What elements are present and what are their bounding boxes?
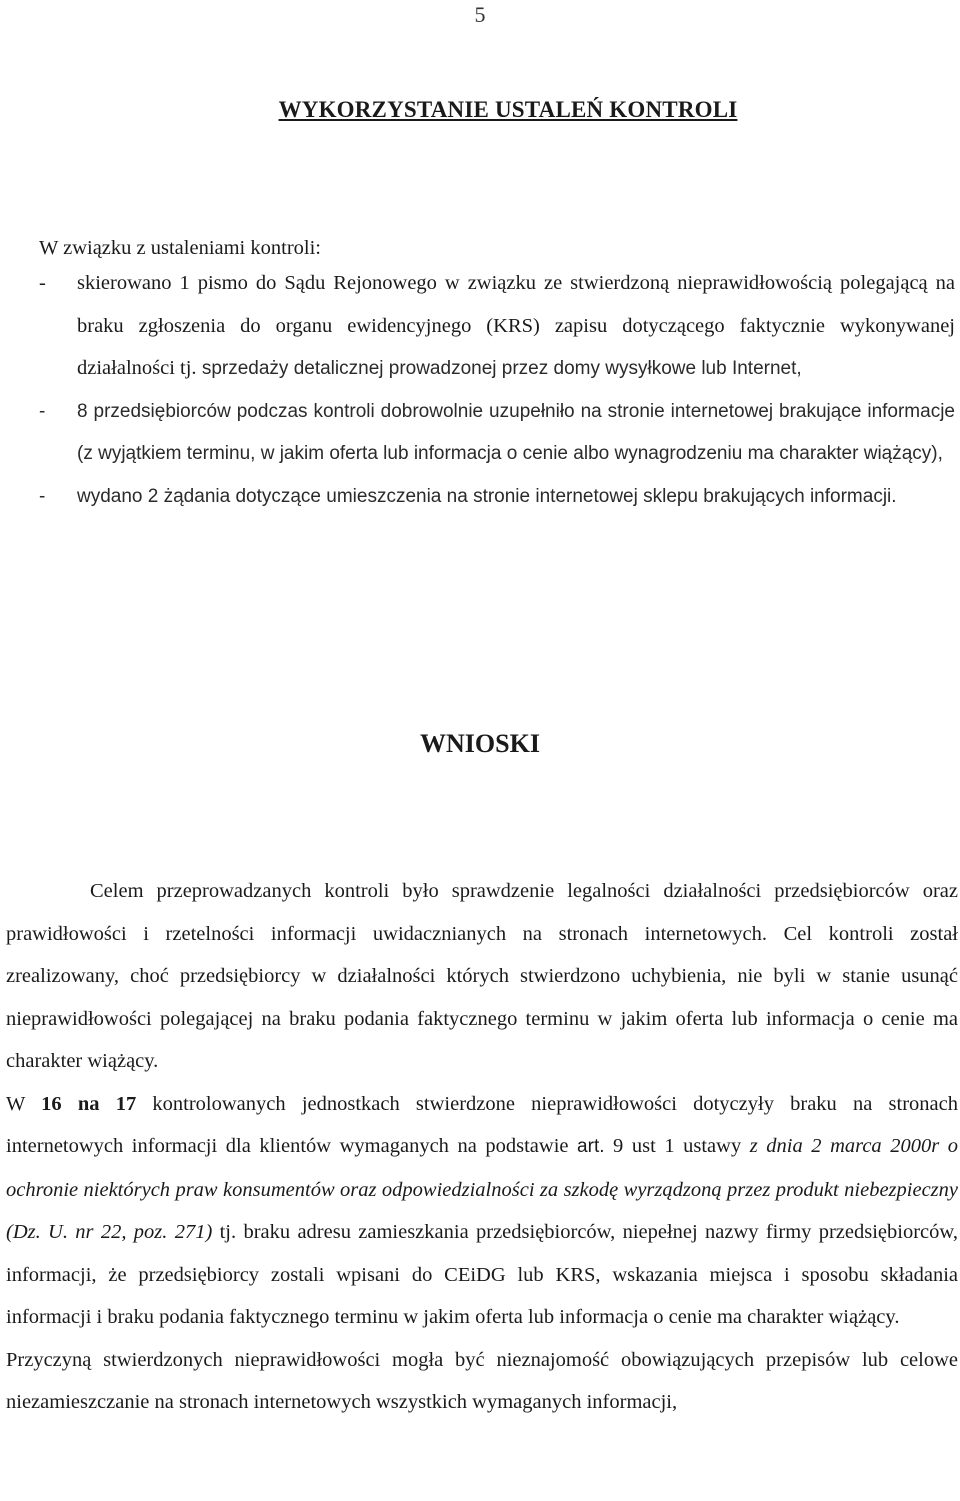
paragraph-text: W (6, 1092, 42, 1115)
paragraph-text: tj. braku adresu zamieszkania przedsiębiorców, niepełnej nazwy firmy przedsiębiorców, informacji, że przedsiębiorcy zostali wpisani do CEiDG lub KRS, wskazania miejsca i sposobu składania informacji i braku podania faktycznego terminu w jakim oferta lub informacja o cenie ma charakter wiążący. (6, 1221, 958, 1328)
count-bold: 17 (115, 1092, 137, 1115)
list-item (0, 391, 960, 476)
conclusions-paragraph (6, 1083, 958, 1339)
list-item (0, 476, 960, 519)
conclusions-paragraph (6, 870, 958, 1083)
text-bold: na (61, 1092, 116, 1115)
list-item-text: 8 przedsiębiorców podczas kontroli dobrowolnie uzupełniło na stronie internetowej brakujące informacje (z wyjątkiem terminu, w jakim oferta lub informacja o cenie albo wynagrodzeniu ma charakter wiążący), (77, 400, 955, 464)
conclusions-paragraph (6, 1339, 958, 1424)
paragraph-text: 9 ust 1 ustawy (604, 1135, 750, 1157)
findings-list (0, 262, 960, 518)
dash-marker: - (39, 272, 46, 294)
count-bold: 16 (41, 1092, 62, 1115)
list-item-text-sans: sprzedaży detalicznej prowadzonej przez domy wysyłkowe lub Internet, (196, 358, 802, 379)
paragraph-text-sans: art. (577, 1136, 605, 1157)
page-number: 5 (474, 2, 486, 27)
section-title-conclusions: WNIOSKI (420, 729, 540, 758)
statute-citation: z dnia 2 marca 2000r o ochronie niektórych praw konsumentów oraz odpowiedzialności za szkodę wyrządzoną przez produkt niebezpieczny (Dz. U. nr 22, poz. 271) (6, 1135, 959, 1243)
section-title-findings: WYKORZYSTANIE USTALEŃ KONTROLI (278, 97, 738, 122)
intro-text: W związku z ustaleniami kontroli: (39, 237, 321, 259)
paragraph-text: Cel kontroli został zrealizowany, choć przedsiębiorcy w działalności których stwierdzono uchybienia, nie byli w stanie usunąć nieprawidłowości polegającej na braku podania faktycznego terminu w jakim oferta lub informacja o cenie ma charakter wiążący. (6, 922, 958, 1072)
dash-marker: - (39, 485, 46, 507)
paragraph-text: Przyczyną stwierdzonych nieprawidłowości mogła być nieznajomość obowiązujących przepisów lub celowe niezamieszczanie na stronach internetowych wszystkich wymaganych informacji, (6, 1348, 958, 1413)
dash-marker: - (39, 400, 46, 422)
list-item (0, 262, 960, 391)
paragraph-text: Celem przeprowadzanych kontroli było sprawdzenie legalności działalności przedsiębiorców oraz prawidłowości i rzetelności informacji uwidacznianych na stronach internetowych. (6, 880, 958, 945)
list-item-text: skierowano 1 pismo do Sądu Rejonowego w związku ze stwierdzoną nieprawidłowością polegającą na braku zgłoszenia do organu ewidencyjnego (KRS) zapisu dotyczącego faktycznie wykonywanej działalności tj. (77, 272, 955, 379)
conclusions-body (6, 870, 958, 1424)
list-item-text: wydano 2 żądania dotyczące umieszczenia na stronie internetowej sklepu brakujących informacji. (77, 485, 897, 507)
paragraph-text: kontrolowanych jednostkach stwierdzone nieprawidłowości dotyczyły braku na stronach internetowych informacji dla klientów wymaganych na podstawie (6, 1092, 958, 1157)
